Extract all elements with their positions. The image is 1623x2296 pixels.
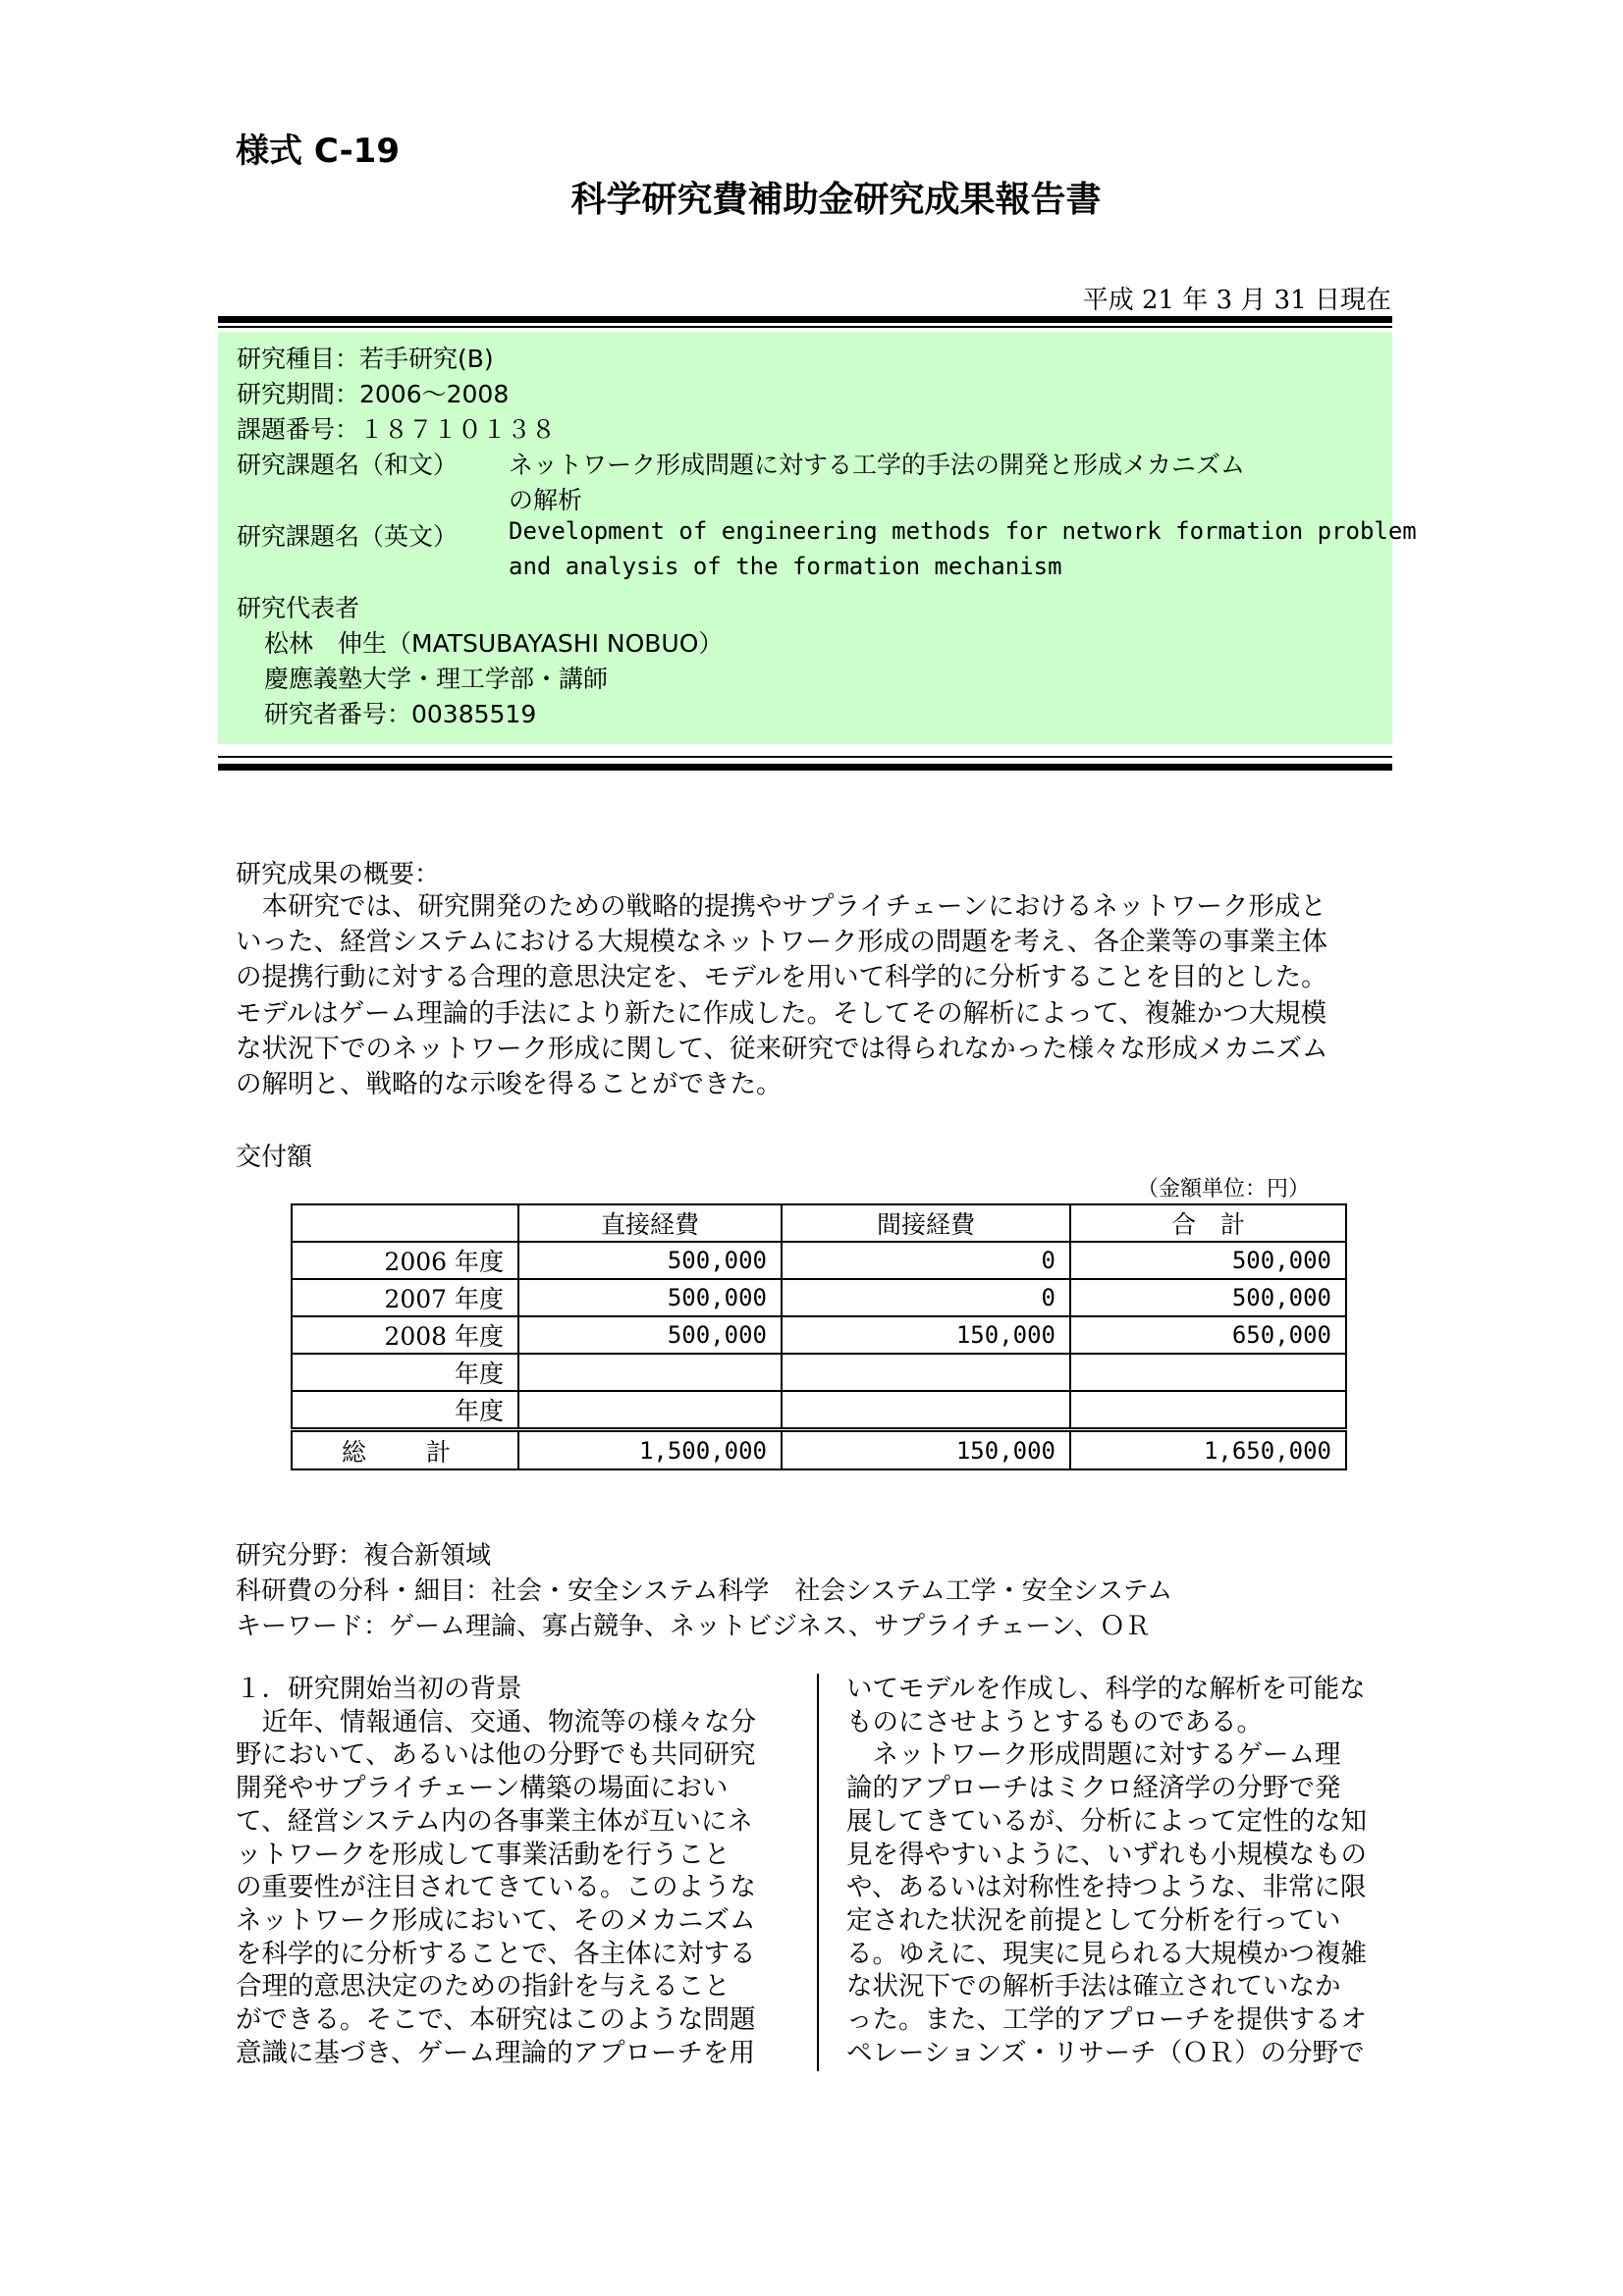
sum-cell: 500,000 — [1070, 1279, 1346, 1316]
body-line: 野において、あるいは他の分野でも共同研究 — [236, 1739, 756, 1771]
sum-cell — [1070, 1354, 1346, 1391]
body-line: 合理的意思決定のための指針を与えること — [236, 1971, 730, 2002]
title-en-line2: and analysis of the formation mechanism — [509, 553, 1062, 580]
table-row — [292, 1279, 1346, 1316]
body-line: の重要性が注目されてきている。このような — [236, 1872, 756, 1903]
direct-cost-cell — [518, 1354, 782, 1391]
body-line: ペレーションズ・リサーチ（ＯＲ）の分野で — [846, 2037, 1365, 2068]
body-line: て、経営システム内の各事業主体が互いにネ — [236, 1805, 753, 1837]
table-header-cell: 合 計 — [1070, 1204, 1346, 1242]
background-right-column — [846, 1673, 1396, 2069]
research-type: 研究種目：若手研究(B) — [237, 345, 494, 373]
direct-cost-cell: 500,000 — [518, 1316, 782, 1354]
indirect-cost-cell — [782, 1354, 1070, 1391]
table-row — [292, 1354, 1346, 1391]
summary-line: いった、経営システムにおける大規模なネットワーク形成の問題を考え、各企業等の事業主体 — [236, 927, 1327, 958]
research-subject: 科研費の分科・細目：社会・安全システム科学 社会システム工学・安全システム — [236, 1576, 1173, 1606]
year-cell: 年度 — [292, 1354, 518, 1391]
total-sum-cell: 1,650,000 — [1070, 1430, 1346, 1470]
total-direct-cell: 1,500,000 — [518, 1430, 782, 1470]
sum-cell: 500,000 — [1070, 1242, 1346, 1279]
body-line: った。また、工学的アプローチを提供するオ — [846, 2004, 1367, 2036]
body-line: 論的アプローチはミクロ経済学の分野で発 — [846, 1773, 1341, 1804]
indirect-cost-cell: 0 — [782, 1242, 1070, 1279]
project-number: 課題番号：１８７１０１３８ — [237, 415, 557, 444]
table-header-cell: 間接経費 — [782, 1204, 1070, 1242]
year-cell: 年度 — [292, 1391, 518, 1430]
summary-line: の提携行動に対する合理的意思決定を、モデルを用いて科学的に分析することを目的とした。 — [236, 962, 1327, 993]
body-line: 意識に基づき、ゲーム理論的アプローチを用 — [236, 2037, 755, 2068]
summary-body — [236, 889, 1327, 1102]
researcher-number: 研究者番号：00385519 — [264, 700, 537, 728]
table-row — [292, 1242, 1346, 1279]
research-field: 研究分野：複合新領域 — [236, 1541, 492, 1571]
body-line: ができる。そこで、本研究はこのような問題 — [236, 2004, 756, 2036]
grant-unit: （金額単位：円） — [1137, 1177, 1311, 1201]
top-rule-thick — [218, 316, 1392, 323]
indirect-cost-cell — [782, 1391, 1070, 1430]
summary-line: な状況下でのネットワーク形成に関して、従来研究では得られなかった様々な形成メカニズム — [236, 1033, 1328, 1064]
table-row — [292, 1316, 1346, 1354]
title-en-line1: Development of engineering methods for network formation problem — [509, 517, 1417, 545]
summary-line: モデルはゲーム理論的手法により新たに作成した。そしてその解析によって、複雑かつ大規模 — [236, 997, 1327, 1029]
title-jp-label: 研究課題名（和文） — [237, 451, 459, 479]
direct-cost-cell — [518, 1391, 782, 1430]
table-header-cell: 直接経費 — [518, 1204, 782, 1242]
indirect-cost-cell: 0 — [782, 1279, 1070, 1316]
year-cell: 2008 年度 — [292, 1316, 518, 1354]
representative-name: 松林 伸生（MATSUBAYASHI NOBUO） — [264, 629, 724, 658]
title-en-label: 研究課題名（英文） — [237, 522, 459, 551]
direct-cost-cell: 500,000 — [518, 1279, 782, 1316]
summary-line: 本研究では、研究開発のための戦略的提携やサプライチェーンにおけるネットワーク形成と — [236, 891, 1326, 922]
body-line: ットワークを形成して事業活動を行うこと — [236, 1839, 730, 1870]
grant-table — [291, 1203, 1347, 1470]
body-line: ものにさせようとするものである。 — [846, 1706, 1263, 1737]
top-rule-thin — [218, 326, 1392, 328]
direct-cost-cell: 500,000 — [518, 1242, 782, 1279]
representative-affiliation: 慶應義塾大学・理工学部・講師 — [264, 665, 609, 693]
representative-label: 研究代表者 — [237, 594, 360, 622]
form-label: 様式 C-19 — [236, 132, 400, 171]
year-cell: 2006 年度 — [292, 1242, 518, 1279]
grant-heading: 交付額 — [236, 1143, 313, 1172]
body-line: 近年、情報通信、交通、物流等の様々な分 — [236, 1706, 756, 1737]
research-period: 研究期間：2006～2008 — [237, 380, 510, 408]
body-line: 開発やサプライチェーン構築の場面におい — [236, 1773, 729, 1804]
body-line: いてモデルを作成し、科学的な解析を可能な — [846, 1674, 1366, 1704]
sum-cell: 650,000 — [1070, 1316, 1346, 1354]
total-label-cell: 総 計 — [292, 1430, 518, 1470]
summary-heading: 研究成果の概要： — [236, 860, 441, 889]
section-heading: １．研究開始当初の背景 — [236, 1674, 522, 1704]
document-title: 科学研究費補助金研究成果報告書 — [570, 180, 1102, 220]
body-line: 定された状況を前提として分析を行ってい — [846, 1904, 1341, 1936]
table-row — [292, 1391, 1346, 1430]
body-line: や、あるいは対称性を持つような、非常に限 — [846, 1872, 1367, 1903]
summary-line: の解明と、戦略的な示唆を得ることができた。 — [236, 1069, 783, 1100]
background-left-column — [236, 1673, 785, 2069]
body-line: ネットワーク形成問題に対するゲーム理 — [846, 1739, 1341, 1771]
body-line: を科学的に分析することで、各主体に対する — [236, 1938, 756, 1969]
title-jp-line1: ネットワーク形成問題に対する工学的手法の開発と形成メカニズム — [509, 451, 1246, 479]
report-date: 平成 21 年 3 月 31 日現在 — [1082, 286, 1391, 315]
indirect-cost-cell: 150,000 — [782, 1316, 1070, 1354]
info-rule-thin — [218, 756, 1392, 758]
year-cell: 2007 年度 — [292, 1279, 518, 1316]
table-total-row — [292, 1430, 1346, 1470]
column-divider — [817, 1674, 819, 2071]
title-jp-line2: の解析 — [509, 486, 583, 514]
sum-cell — [1070, 1391, 1346, 1430]
total-indirect-cell: 150,000 — [782, 1430, 1070, 1470]
keywords: キーワード：ゲーム理論、寡占競争、ネットビジネス、サプライチェーン、ＯＲ — [236, 1612, 1151, 1641]
info-rule-thick — [218, 764, 1392, 771]
body-line: ネットワーク形成において、そのメカニズム — [236, 1904, 756, 1936]
body-line: 展してきているが、分析によって定性的な知 — [846, 1805, 1367, 1837]
body-line: る。ゆえに、現実に見られる大規模かつ複雑 — [846, 1938, 1367, 1969]
table-header-cell — [292, 1204, 518, 1242]
body-line: 見を得やすいように、いずれも小規模なもの — [846, 1839, 1367, 1870]
body-line: な状況下での解析手法は確立されていなか — [846, 1971, 1341, 2002]
table-header-row — [292, 1204, 1346, 1242]
